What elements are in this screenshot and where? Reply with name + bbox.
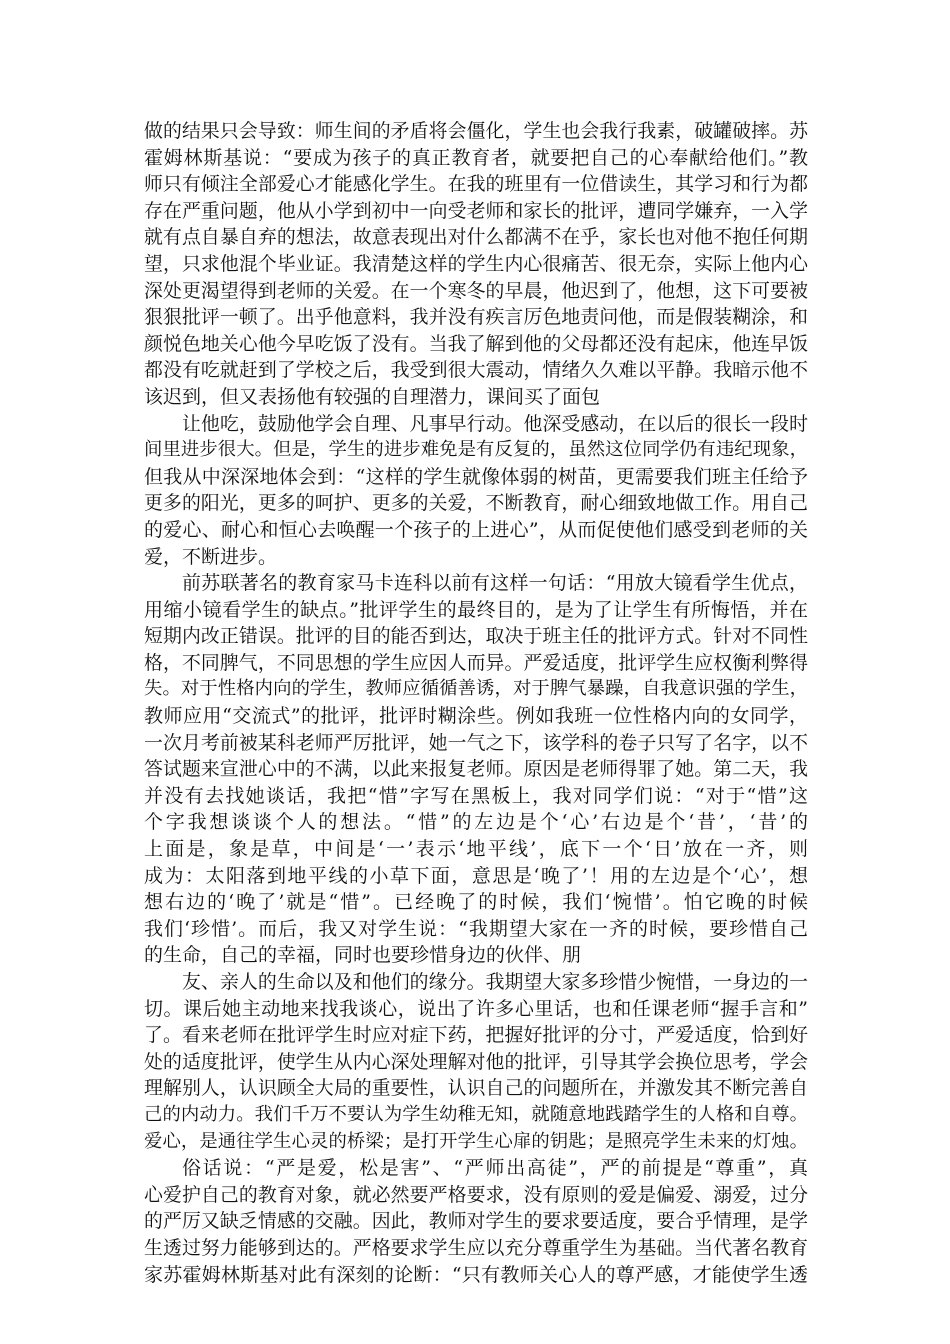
text-line: 间里进步很大。但是，学生的进步难免是有反复的，虽然这位同学仍有违纪现象， xyxy=(144,439,808,461)
text-line: 深处更渴望得到老师的关爱。在一个寒冬的早晨，他迟到了，他想，这下可要被 xyxy=(144,279,808,302)
text-line: 处的适度批评，使学生从内心深处理解对他的批评，引导其学会换位思考，学会 xyxy=(144,1050,808,1073)
text-line: 就有点自暴自弃的想法，故意表现出对什么都满不在乎，家长也对他不抱任何期 xyxy=(144,226,808,249)
text-line: 格，不同脾气，不同思想的学生应因人而异。严爱适度，批评学生应权衡利弊得 xyxy=(144,651,808,674)
text-line: 想右边的‘晚了’就是“惜”。已经晚了的时候，我们‘惋惜’。怕它晚的时候 xyxy=(144,891,808,914)
text-line: 但我从中深深地体会到：“这样的学生就像体弱的树苗，更需要我们班主任给予 xyxy=(144,465,808,488)
text-line: 生透过努力能够到达的。严格要求学生应以充分尊重学生为基础。当代著名教育 xyxy=(144,1236,808,1259)
text-line: 家苏霍姆林斯基对此有深刻的论断：“只有教师关心人的尊严感，才能使学生透 xyxy=(144,1263,808,1286)
text-line: 望，只求他混个毕业证。我清楚这样的学生内心很痛苦、很无奈，实际上他内心 xyxy=(144,252,808,275)
text-line: 颜悦色地关心他今早吃饭了没有。当我了解到他的父母都还没有起床，他连早饭 xyxy=(144,332,808,355)
text-line: 己的内动力。我们千万不要认为学生幼稚无知，就随意地践踏学生的人格和自尊。 xyxy=(144,1103,808,1125)
text-line: 失。对于性格内向的学生，教师应循循善诱，对于脾气暴躁，自我意识强的学生， xyxy=(144,678,808,700)
text-line: 理解别人，认识顾全大局的重要性，认识自己的问题所在，并激发其不断完善自 xyxy=(144,1077,808,1100)
text-line: 上面是，象是草，中间是‘一’表示‘地平线’，底下一个‘日’放在一齐，则 xyxy=(144,838,808,861)
paragraph xyxy=(144,118,808,411)
paragraph xyxy=(144,411,808,571)
text-line: 爱心，是通往学生心灵的桥梁；是打开学生心扉的钥匙；是照亮学生未来的灯烛。 xyxy=(144,1130,808,1152)
text-line: 的严厉又缺乏情感的交融。因此，教师对学生的要求要适度，要合乎情理，是学 xyxy=(144,1210,808,1233)
text-line: 友、亲人的生命以及和他们的缘分。我期望大家多珍惜少惋惜，一身边的一 xyxy=(182,971,808,993)
text-line: 个字我想谈谈个人的想法。“惜”的左边是个‘心’右边是个‘昔’，‘昔’的 xyxy=(144,811,808,834)
text-line: 教师应用“交流式”的批评，批评时糊涂些。例如我班一位性格内向的女同学， xyxy=(144,705,808,728)
text-line: 狠狠批评一顿了。出乎他意料，我并没有疾言厉色地责问他，而是假装糊涂，和 xyxy=(144,306,808,329)
text-line: 都没有吃就赶到了学校之后，我受到很大震动，情绪久久难以平静。我暗示他不 xyxy=(144,359,808,382)
text-line: 心爱护自己的教育对象，就必然要严格要求，没有原则的爱是偏爱、溺爱，过分 xyxy=(144,1183,808,1206)
text-line: 成为：太阳落到地平线的小草下面，意思是‘晚了’！用的左边是个‘心’，想 xyxy=(144,864,808,887)
text-line: 俗话说：“严是爱，松是害”、“严师出高徒”，严的前提是“尊重”，真 xyxy=(182,1157,808,1180)
text-line: 一次月考前被某科老师严厉批评，她一气之下，该学科的卷子只写了名字，以不 xyxy=(144,731,808,754)
text-line: 短期内改正错误。批评的目的能否到达，取决于班主任的批评方式。针对不同性 xyxy=(144,625,808,648)
text-line: 了。看来老师在批评学生时应对症下药，把握好批评的分寸，严爱适度，恰到好 xyxy=(144,1024,808,1047)
text-line: 爱，不断进步。 xyxy=(144,545,278,568)
text-line: 存在严重问题，他从小学到初中一向受老师和家长的批评，遭同学嫌弃，一入学 xyxy=(144,199,808,222)
paragraph xyxy=(144,1155,808,1288)
text-line: 我们‘珍惜’。而后，我又对学生说：“我期望大家在一齐的时候，要珍惜自己 xyxy=(144,917,808,940)
text-line: 更多的阳光，更多的呵护、更多的关爱，不断教育，耐心细致地做工作。用自己 xyxy=(144,492,808,515)
text-line: 的生命，自己的幸福，同时也要珍惜身边的伙伴、朋 xyxy=(144,944,582,967)
text-line: 并没有去找她谈话，我把“惜”字写在黑板上，我对同学们说：“对于“惜”这 xyxy=(144,784,808,807)
text-line: 切。课后她主动地来找我谈心，说出了许多心里话，也和任课老师“握手言和” xyxy=(144,997,808,1020)
text-line: 做的结果只会导致：师生间的矛盾将会僵化，学生也会我行我素，破罐破摔。苏 xyxy=(144,120,808,142)
text-line: 答试题来宣泄心中的不满，以此来报复老师。原因是老师得罪了她。第二天，我 xyxy=(144,758,808,781)
text-line: 霍姆林斯基说：“要成为孩子的真正教育者，就要把自己的心奉献给他们。”教 xyxy=(144,146,808,169)
text-line: 该迟到，但又表扬他有较强的自理潜力，课间买了面包 xyxy=(144,385,601,408)
text-line: 用缩小镜看学生的缺点。”批评学生的最终目的，是为了让学生有所悔悟，并在 xyxy=(144,598,808,621)
paragraph xyxy=(144,570,808,969)
text-line: 师只有倾注全部爱心才能感化学生。在我的班里有一位借读生，其学习和行为都 xyxy=(144,173,808,196)
text-line: 的爱心、耐心和恒心去唤醒一个孩子的上进心”，从而促使他们感受到老师的关 xyxy=(144,518,808,541)
text-line: 让他吃，鼓励他学会自理、凡事早行动。他深受感动，在以后的很长一段时 xyxy=(182,412,808,435)
text-line: 前苏联著名的教育家马卡连科以前有这样一句话：“用放大镜看学生优点， xyxy=(182,572,808,595)
document-page xyxy=(144,118,808,1288)
paragraph xyxy=(144,969,808,1155)
